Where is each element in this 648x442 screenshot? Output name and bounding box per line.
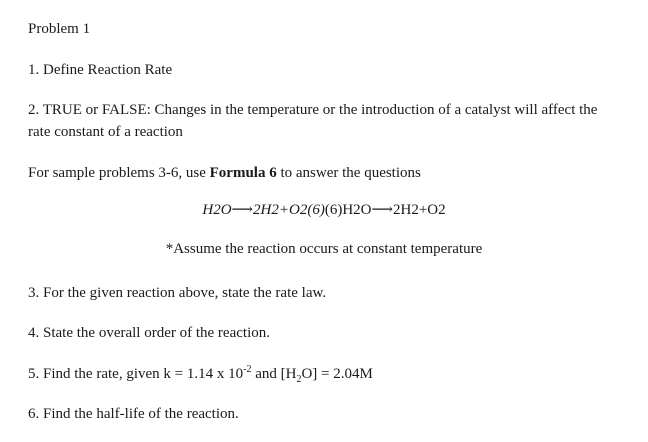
question-5-part-2: and [H — [251, 366, 297, 382]
formula-reference: Formula 6 — [209, 165, 277, 181]
instructions-after: to answer the questions — [276, 165, 421, 181]
problem-title: Problem 1 — [28, 21, 91, 37]
question-5-subscript: 2 — [296, 374, 302, 385]
instructions — [28, 164, 421, 182]
instructions-before: For sample problems 3-6, use — [28, 165, 210, 181]
reaction-formula-plain: (6)H2O⟶2H2+O2 — [324, 202, 446, 218]
question-5 — [28, 365, 373, 383]
question-5-part-3: O] = 2.04M — [301, 366, 373, 382]
assumption-note: *Assume the reaction occurs at constant temperature — [165, 241, 483, 257]
question-6: 6. Find the half-life of the reaction. — [28, 406, 239, 422]
question-5-exponent: -2 — [243, 364, 252, 375]
question-2-line-1: 2. TRUE or FALSE: Changes in the temperature or the introduction of a catalyst will affect the — [28, 102, 598, 118]
question-1: 1. Define Reaction Rate — [28, 62, 173, 78]
reaction-formula-italic: H2O⟶2H2+O2(6) — [202, 202, 325, 218]
question-5-part-1: 5. Find the rate, given k = 1.14 x 10 — [28, 366, 244, 382]
question-2-line-2: rate constant of a reaction — [28, 124, 183, 140]
question-3: 3. For the given reaction above, state the rate law. — [28, 285, 327, 301]
question-4: 4. State the overall order of the reaction. — [28, 325, 270, 341]
reaction-formula — [0, 201, 648, 219]
